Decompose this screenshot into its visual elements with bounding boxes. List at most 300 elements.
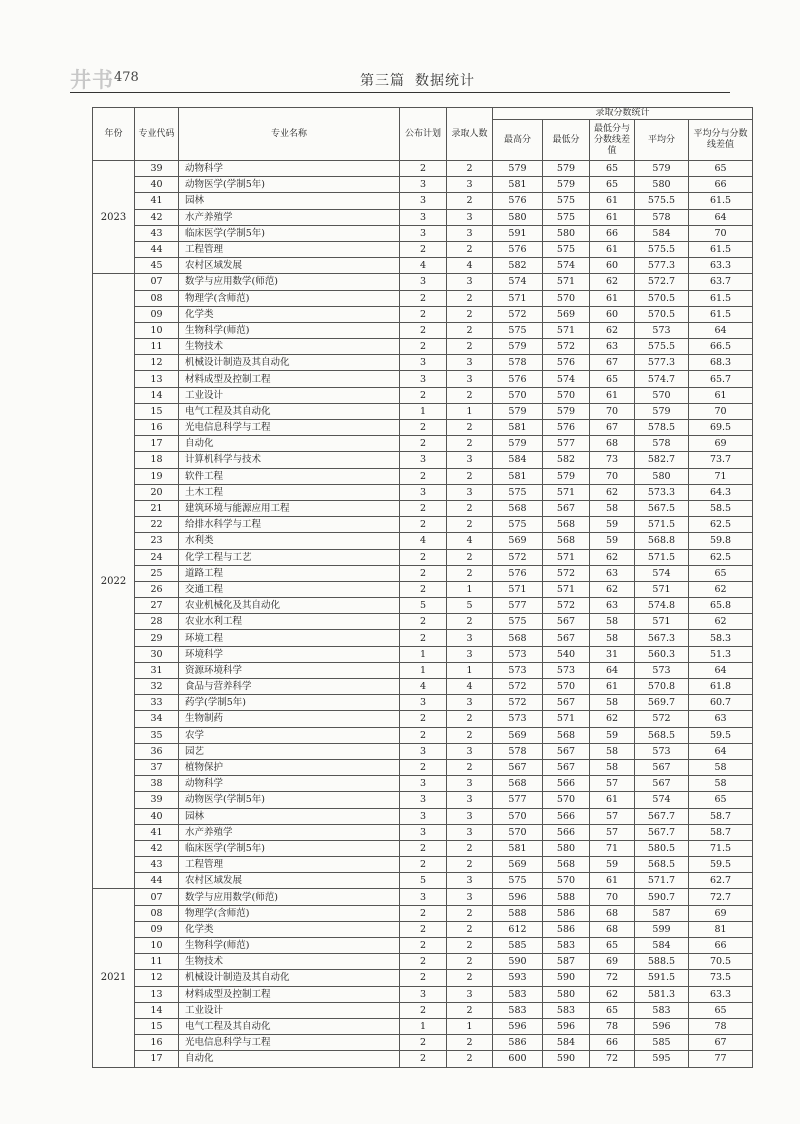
code-cell: 08 xyxy=(135,290,179,306)
code-cell: 24 xyxy=(135,549,179,565)
table-row xyxy=(93,759,753,775)
code-cell: 40 xyxy=(135,808,179,824)
admitted-cell: 2 xyxy=(447,905,493,921)
min-diff-cell: 78 xyxy=(590,1018,635,1034)
min-diff-cell: 61 xyxy=(590,290,635,306)
max-cell: 579 xyxy=(493,436,543,452)
plan-cell: 2 xyxy=(400,581,447,597)
plan-cell: 2 xyxy=(400,857,447,873)
min-cell: 567 xyxy=(543,743,590,759)
avg-diff-cell: 65 xyxy=(689,792,753,808)
min-diff-cell: 61 xyxy=(590,241,635,257)
avg-cell: 579 xyxy=(635,161,689,177)
avg-diff-cell: 59.5 xyxy=(689,727,753,743)
max-cell: 569 xyxy=(493,857,543,873)
avg-cell: 571 xyxy=(635,581,689,597)
min-diff-cell: 69 xyxy=(590,954,635,970)
max-cell: 584 xyxy=(493,452,543,468)
avg-diff-cell: 64 xyxy=(689,322,753,338)
avg-diff-cell: 58 xyxy=(689,759,753,775)
max-cell: 569 xyxy=(493,727,543,743)
max-cell: 575 xyxy=(493,484,543,500)
code-cell: 15 xyxy=(135,403,179,419)
max-cell: 571 xyxy=(493,290,543,306)
name-cell: 生物技术 xyxy=(179,339,400,355)
avg-diff-cell: 63.3 xyxy=(689,258,753,274)
avg-diff-cell: 61 xyxy=(689,387,753,403)
admitted-cell: 3 xyxy=(447,743,493,759)
table-row xyxy=(93,986,753,1002)
avg-cell: 569.7 xyxy=(635,695,689,711)
max-cell: 586 xyxy=(493,1035,543,1051)
avg-diff-cell: 61.5 xyxy=(689,193,753,209)
min-diff-cell: 31 xyxy=(590,646,635,662)
admitted-cell: 2 xyxy=(447,1051,493,1067)
col-header-max: 最高分 xyxy=(493,120,543,161)
col-header-score-group: 录取分数统计 xyxy=(493,108,753,120)
avg-cell: 570.5 xyxy=(635,290,689,306)
table-row xyxy=(93,646,753,662)
name-cell: 园林 xyxy=(179,193,400,209)
avg-cell: 567.7 xyxy=(635,808,689,824)
avg-cell: 571.5 xyxy=(635,549,689,565)
max-cell: 576 xyxy=(493,241,543,257)
max-cell: 596 xyxy=(493,1018,543,1034)
min-cell: 571 xyxy=(543,484,590,500)
avg-cell: 567.3 xyxy=(635,630,689,646)
table-row xyxy=(93,258,753,274)
table-row xyxy=(93,905,753,921)
admitted-cell: 4 xyxy=(447,533,493,549)
avg-diff-cell: 51.3 xyxy=(689,646,753,662)
min-cell: 540 xyxy=(543,646,590,662)
avg-cell: 570 xyxy=(635,387,689,403)
plan-cell: 3 xyxy=(400,695,447,711)
admitted-cell: 3 xyxy=(447,225,493,241)
plan-cell: 2 xyxy=(400,161,447,177)
max-cell: 581 xyxy=(493,420,543,436)
code-cell: 45 xyxy=(135,258,179,274)
min-cell: 574 xyxy=(543,371,590,387)
code-cell: 11 xyxy=(135,339,179,355)
avg-diff-cell: 65.7 xyxy=(689,371,753,387)
page-header xyxy=(70,62,730,93)
avg-cell: 577.3 xyxy=(635,258,689,274)
code-cell: 36 xyxy=(135,743,179,759)
name-cell: 材料成型及控制工程 xyxy=(179,986,400,1002)
min-diff-cell: 61 xyxy=(590,792,635,808)
max-cell: 583 xyxy=(493,1002,543,1018)
min-cell: 586 xyxy=(543,905,590,921)
plan-cell: 3 xyxy=(400,889,447,905)
min-cell: 590 xyxy=(543,970,590,986)
plan-cell: 2 xyxy=(400,938,447,954)
admitted-cell: 1 xyxy=(447,662,493,678)
name-cell: 工程管理 xyxy=(179,857,400,873)
admitted-cell: 2 xyxy=(447,614,493,630)
name-cell: 道路工程 xyxy=(179,565,400,581)
avg-cell: 572.7 xyxy=(635,274,689,290)
name-cell: 给排水科学与工程 xyxy=(179,517,400,533)
avg-diff-cell: 64 xyxy=(689,743,753,759)
max-cell: 590 xyxy=(493,954,543,970)
min-cell: 572 xyxy=(543,565,590,581)
table-row xyxy=(93,1002,753,1018)
code-cell: 23 xyxy=(135,533,179,549)
admitted-cell: 2 xyxy=(447,322,493,338)
plan-cell: 2 xyxy=(400,921,447,937)
admitted-cell: 3 xyxy=(447,177,493,193)
code-cell: 38 xyxy=(135,776,179,792)
min-cell: 583 xyxy=(543,938,590,954)
plan-cell: 2 xyxy=(400,630,447,646)
plan-cell: 3 xyxy=(400,371,447,387)
min-diff-cell: 66 xyxy=(590,1035,635,1051)
table-row xyxy=(93,241,753,257)
code-cell: 10 xyxy=(135,322,179,338)
avg-cell: 591.5 xyxy=(635,970,689,986)
min-cell: 586 xyxy=(543,921,590,937)
code-cell: 10 xyxy=(135,938,179,954)
avg-cell: 570.5 xyxy=(635,306,689,322)
max-cell: 576 xyxy=(493,193,543,209)
code-cell: 41 xyxy=(135,824,179,840)
col-header-year: 年份 xyxy=(93,108,135,161)
max-cell: 575 xyxy=(493,517,543,533)
avg-cell: 578 xyxy=(635,436,689,452)
max-cell: 581 xyxy=(493,468,543,484)
avg-diff-cell: 66 xyxy=(689,177,753,193)
avg-cell: 570.8 xyxy=(635,679,689,695)
plan-cell: 2 xyxy=(400,840,447,856)
avg-cell: 572 xyxy=(635,711,689,727)
min-cell: 576 xyxy=(543,420,590,436)
plan-cell: 2 xyxy=(400,549,447,565)
code-cell: 16 xyxy=(135,1035,179,1051)
max-cell: 577 xyxy=(493,598,543,614)
max-cell: 576 xyxy=(493,371,543,387)
name-cell: 药学(学制5年) xyxy=(179,695,400,711)
avg-cell: 578 xyxy=(635,209,689,225)
min-cell: 582 xyxy=(543,452,590,468)
code-cell: 18 xyxy=(135,452,179,468)
admitted-cell: 2 xyxy=(447,840,493,856)
code-cell: 34 xyxy=(135,711,179,727)
table-row xyxy=(93,468,753,484)
min-cell: 580 xyxy=(543,840,590,856)
min-cell: 580 xyxy=(543,986,590,1002)
table-row xyxy=(93,970,753,986)
table-row xyxy=(93,452,753,468)
min-diff-cell: 67 xyxy=(590,420,635,436)
table-row xyxy=(93,679,753,695)
avg-diff-cell: 61.5 xyxy=(689,241,753,257)
plan-cell: 3 xyxy=(400,209,447,225)
code-cell: 29 xyxy=(135,630,179,646)
table-row xyxy=(93,436,753,452)
name-cell: 环境工程 xyxy=(179,630,400,646)
table-row xyxy=(93,339,753,355)
name-cell: 数学与应用数学(师范) xyxy=(179,889,400,905)
min-diff-cell: 59 xyxy=(590,517,635,533)
avg-diff-cell: 58.5 xyxy=(689,500,753,516)
plan-cell: 2 xyxy=(400,1002,447,1018)
name-cell: 化学类 xyxy=(179,921,400,937)
admitted-cell: 3 xyxy=(447,889,493,905)
min-cell: 596 xyxy=(543,1018,590,1034)
admitted-cell: 2 xyxy=(447,759,493,775)
min-diff-cell: 68 xyxy=(590,921,635,937)
max-cell: 570 xyxy=(493,824,543,840)
table-row xyxy=(93,274,753,290)
name-cell: 交通工程 xyxy=(179,581,400,597)
chapter-label: 第三篇 xyxy=(360,73,405,89)
min-cell: 568 xyxy=(543,533,590,549)
min-diff-cell: 57 xyxy=(590,808,635,824)
admitted-cell: 2 xyxy=(447,857,493,873)
plan-cell: 2 xyxy=(400,1035,447,1051)
year-cell: 2023 xyxy=(93,161,135,274)
plan-cell: 3 xyxy=(400,484,447,500)
max-cell: 579 xyxy=(493,339,543,355)
plan-cell: 1 xyxy=(400,646,447,662)
avg-diff-cell: 62.5 xyxy=(689,549,753,565)
avg-cell: 573 xyxy=(635,662,689,678)
max-cell: 579 xyxy=(493,403,543,419)
admitted-cell: 3 xyxy=(447,792,493,808)
plan-cell: 2 xyxy=(400,387,447,403)
name-cell: 水产养殖学 xyxy=(179,824,400,840)
min-diff-cell: 65 xyxy=(590,371,635,387)
max-cell: 569 xyxy=(493,533,543,549)
table-body xyxy=(93,161,753,1068)
publisher-logo: 井书 xyxy=(70,68,114,92)
plan-cell: 2 xyxy=(400,500,447,516)
min-diff-cell: 61 xyxy=(590,679,635,695)
min-cell: 568 xyxy=(543,727,590,743)
plan-cell: 5 xyxy=(400,873,447,889)
plan-cell: 3 xyxy=(400,225,447,241)
code-cell: 12 xyxy=(135,970,179,986)
avg-diff-cell: 70 xyxy=(689,403,753,419)
plan-cell: 2 xyxy=(400,711,447,727)
min-diff-cell: 59 xyxy=(590,857,635,873)
code-cell: 27 xyxy=(135,598,179,614)
plan-cell: 3 xyxy=(400,177,447,193)
min-diff-cell: 65 xyxy=(590,177,635,193)
min-diff-cell: 58 xyxy=(590,759,635,775)
name-cell: 水利类 xyxy=(179,533,400,549)
code-cell: 09 xyxy=(135,306,179,322)
min-diff-cell: 61 xyxy=(590,209,635,225)
name-cell: 化学工程与工艺 xyxy=(179,549,400,565)
plan-cell: 2 xyxy=(400,954,447,970)
table-row xyxy=(93,776,753,792)
min-cell: 569 xyxy=(543,306,590,322)
col-header-min-diff: 最低分与分数线差值 xyxy=(590,120,635,161)
code-cell: 07 xyxy=(135,889,179,905)
avg-cell: 585 xyxy=(635,1035,689,1051)
admitted-cell: 3 xyxy=(447,646,493,662)
avg-cell: 573.3 xyxy=(635,484,689,500)
min-cell: 567 xyxy=(543,614,590,630)
min-cell: 576 xyxy=(543,355,590,371)
name-cell: 电气工程及其自动化 xyxy=(179,1018,400,1034)
avg-cell: 599 xyxy=(635,921,689,937)
plan-cell: 1 xyxy=(400,1018,447,1034)
table-row xyxy=(93,533,753,549)
max-cell: 576 xyxy=(493,565,543,581)
plan-cell: 5 xyxy=(400,598,447,614)
name-cell: 农业水利工程 xyxy=(179,614,400,630)
code-cell: 17 xyxy=(135,436,179,452)
name-cell: 土木工程 xyxy=(179,484,400,500)
min-diff-cell: 58 xyxy=(590,743,635,759)
min-diff-cell: 62 xyxy=(590,711,635,727)
min-diff-cell: 63 xyxy=(590,598,635,614)
name-cell: 工业设计 xyxy=(179,1002,400,1018)
plan-cell: 2 xyxy=(400,468,447,484)
min-cell: 566 xyxy=(543,824,590,840)
min-cell: 570 xyxy=(543,873,590,889)
min-cell: 567 xyxy=(543,500,590,516)
avg-diff-cell: 59.8 xyxy=(689,533,753,549)
name-cell: 建筑环境与能源应用工程 xyxy=(179,500,400,516)
avg-cell: 579 xyxy=(635,403,689,419)
name-cell: 物理学(含师范) xyxy=(179,290,400,306)
max-cell: 572 xyxy=(493,695,543,711)
admitted-cell: 2 xyxy=(447,420,493,436)
avg-cell: 573 xyxy=(635,322,689,338)
table-row xyxy=(93,565,753,581)
plan-cell: 2 xyxy=(400,759,447,775)
max-cell: 574 xyxy=(493,274,543,290)
avg-diff-cell: 69 xyxy=(689,436,753,452)
min-cell: 572 xyxy=(543,339,590,355)
name-cell: 化学类 xyxy=(179,306,400,322)
name-cell: 动物科学 xyxy=(179,776,400,792)
min-cell: 590 xyxy=(543,1051,590,1067)
name-cell: 生物技术 xyxy=(179,954,400,970)
admitted-cell: 2 xyxy=(447,1035,493,1051)
max-cell: 571 xyxy=(493,581,543,597)
code-cell: 41 xyxy=(135,193,179,209)
plan-cell: 2 xyxy=(400,436,447,452)
avg-cell: 583 xyxy=(635,1002,689,1018)
admitted-cell: 2 xyxy=(447,241,493,257)
code-cell: 25 xyxy=(135,565,179,581)
min-cell: 568 xyxy=(543,857,590,873)
col-header-name: 专业名称 xyxy=(179,108,400,161)
plan-cell: 2 xyxy=(400,614,447,630)
min-cell: 588 xyxy=(543,889,590,905)
max-cell: 568 xyxy=(493,776,543,792)
admitted-cell: 2 xyxy=(447,938,493,954)
max-cell: 573 xyxy=(493,646,543,662)
name-cell: 动物科学 xyxy=(179,161,400,177)
min-cell: 571 xyxy=(543,322,590,338)
avg-cell: 573 xyxy=(635,743,689,759)
plan-cell: 2 xyxy=(400,970,447,986)
table-row xyxy=(93,662,753,678)
name-cell: 临床医学(学制5年) xyxy=(179,840,400,856)
table-row xyxy=(93,873,753,889)
min-cell: 570 xyxy=(543,679,590,695)
code-cell: 07 xyxy=(135,274,179,290)
avg-diff-cell: 70.5 xyxy=(689,954,753,970)
avg-diff-cell: 65.8 xyxy=(689,598,753,614)
avg-diff-cell: 63 xyxy=(689,711,753,727)
code-cell: 11 xyxy=(135,954,179,970)
table-row xyxy=(93,598,753,614)
name-cell: 资源环境科学 xyxy=(179,662,400,678)
plan-cell: 2 xyxy=(400,517,447,533)
avg-diff-cell: 58.7 xyxy=(689,808,753,824)
avg-diff-cell: 58.3 xyxy=(689,630,753,646)
admitted-cell: 3 xyxy=(447,209,493,225)
plan-cell: 4 xyxy=(400,258,447,274)
min-cell: 579 xyxy=(543,403,590,419)
table-row xyxy=(93,484,753,500)
max-cell: 596 xyxy=(493,889,543,905)
admitted-cell: 2 xyxy=(447,193,493,209)
min-diff-cell: 58 xyxy=(590,630,635,646)
max-cell: 588 xyxy=(493,905,543,921)
table-row xyxy=(93,371,753,387)
admitted-cell: 1 xyxy=(447,403,493,419)
name-cell: 机械设计制造及其自动化 xyxy=(179,970,400,986)
min-diff-cell: 70 xyxy=(590,403,635,419)
plan-cell: 1 xyxy=(400,662,447,678)
min-cell: 571 xyxy=(543,711,590,727)
min-diff-cell: 66 xyxy=(590,225,635,241)
avg-diff-cell: 59.5 xyxy=(689,857,753,873)
name-cell: 数学与应用数学(师范) xyxy=(179,274,400,290)
max-cell: 580 xyxy=(493,209,543,225)
max-cell: 575 xyxy=(493,322,543,338)
admitted-cell: 2 xyxy=(447,565,493,581)
table-row xyxy=(93,290,753,306)
min-cell: 571 xyxy=(543,581,590,597)
avg-cell: 588.5 xyxy=(635,954,689,970)
min-cell: 571 xyxy=(543,549,590,565)
max-cell: 573 xyxy=(493,711,543,727)
min-diff-cell: 63 xyxy=(590,339,635,355)
plan-cell: 3 xyxy=(400,355,447,371)
avg-cell: 595 xyxy=(635,1051,689,1067)
avg-diff-cell: 61.5 xyxy=(689,306,753,322)
code-cell: 22 xyxy=(135,517,179,533)
table-row xyxy=(93,403,753,419)
max-cell: 583 xyxy=(493,986,543,1002)
min-diff-cell: 65 xyxy=(590,161,635,177)
chapter-title: 数据统计 xyxy=(415,73,475,89)
avg-cell: 587 xyxy=(635,905,689,921)
admitted-cell: 2 xyxy=(447,1002,493,1018)
admitted-cell: 3 xyxy=(447,873,493,889)
min-diff-cell: 58 xyxy=(590,695,635,711)
name-cell: 临床医学(学制5年) xyxy=(179,225,400,241)
avg-diff-cell: 65 xyxy=(689,161,753,177)
name-cell: 电气工程及其自动化 xyxy=(179,403,400,419)
plan-cell: 2 xyxy=(400,727,447,743)
avg-diff-cell: 69 xyxy=(689,905,753,921)
table-row xyxy=(93,193,753,209)
name-cell: 动物医学(学制5年) xyxy=(179,177,400,193)
min-diff-cell: 70 xyxy=(590,889,635,905)
plan-cell: 3 xyxy=(400,743,447,759)
year-cell: 2021 xyxy=(93,889,135,1067)
